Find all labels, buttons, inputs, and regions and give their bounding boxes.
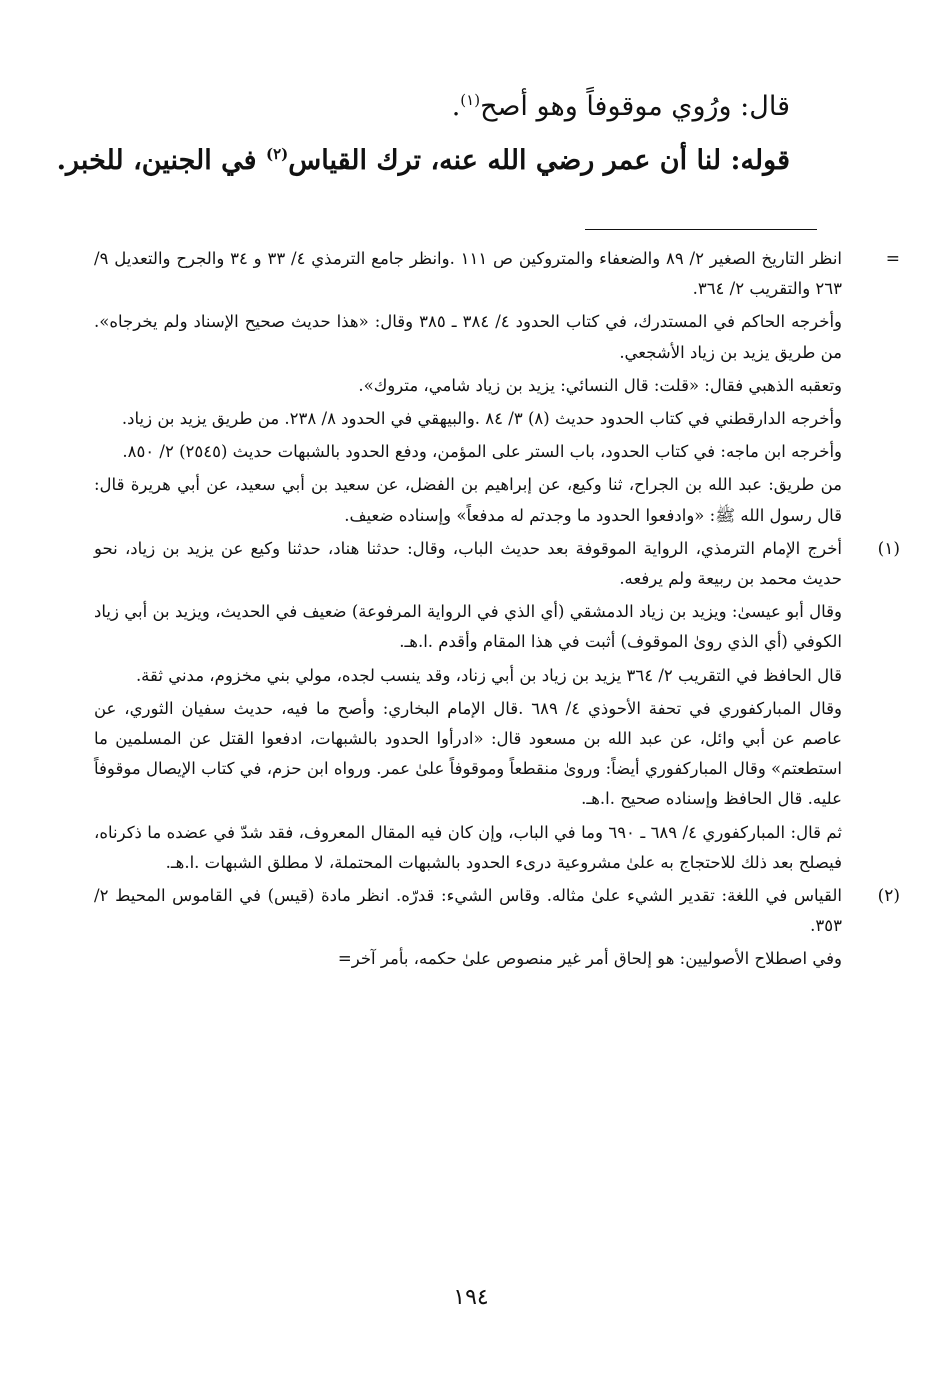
main-line-1-text: قال: ورُوي موقوفاً وهو أصح	[480, 91, 790, 122]
main-text	[56, 91, 790, 200]
footnote-marker: (١)	[877, 538, 900, 559]
footnote-paragraph: وفي اصطلاح الأصوليين: هو إلحاق أمر غير منصوص علىٰ حكمه، بأمر آخر=	[337, 949, 842, 969]
footnotes	[94, 244, 900, 978]
footnote-paragraph: وأخرجه ابن ماجه: في كتاب الحدود، باب الستر على المؤمن، ودفع الحدود بالشبهات حديث (٢٥٤٥) ٢/ ٨٥٠.	[122, 442, 842, 462]
footnote-1	[94, 534, 900, 878]
footnote-paragraph: وتعقبه الذهبي فقال: «قلت: قال النسائي: يزيد بن زياد شامي، متروك».	[358, 375, 842, 395]
footnote-paragraph: ثم قال: المباركفوري ٤/ ٦٨٩ ـ ٦٩٠ وما في الباب، وإن كان فيه المقال المعروف، فقد شدّ في عضده ما ذكرناه، فيصلح بعد ذلك للاحتجاج به علىٰ مشروعية درىء الحدود بالشبهات المحتملة، لا مطلق الشبهات .ا.هـ.	[94, 822, 842, 872]
main-line-2	[56, 145, 790, 176]
footnote-ref-2[interactable]: (٢)	[266, 145, 289, 163]
main-line-2-text-a: قوله: لنا أن عمر رضي الله عنه، ترك القياس	[288, 145, 790, 176]
footnote-paragraph: قال الحافظ في التقريب ٢/ ٣٦٤ يزيد بن زياد بن أبي زناد، وقد ينسب لجده، مولي بني مخزوم، مدني ثقة.	[135, 665, 842, 685]
main-line-1	[140, 92, 790, 122]
main-line-2-text-b: في الجنين، للخبر.	[56, 145, 266, 176]
footnote-paragraph: أخرج الإمام الترمذي، الرواية الموقوفة بعد حديث الباب، وقال: حدثنا هناد، حدثنا وكيع عن يزيد بن زياد، نحو حديث محمد بن ربيعة ولم يرفعه.	[94, 538, 842, 589]
footnote-paragraph: من طريق: عبد الله بن الجراح، ثنا وكيع، عن إبراهيم بن الفضل، عن سعيد بن أبي سعيد، عن أبي هريرة قال: قال رسول الله ﷺ: «وادفعوا الحدود ما وجدتم له مدفعاً» وإسناده ضعيف.	[94, 475, 842, 525]
footnote-marker: =	[885, 249, 900, 269]
footnote-continued	[94, 244, 900, 531]
footnote-paragraph: انظر التاريخ الصغير ٢/ ٨٩ والضعفاء والمتروكين ص ١١١ .وانظر جامع الترمذي ٤/ ٣٣ و ٣٤ والجرح والتعديل ٩/ ٢٦٣ والتقريب ٢/ ٣٦٤.	[94, 249, 842, 299]
footnote-separator	[585, 229, 817, 230]
footnote-paragraph: وقال أبو عيسىٰ: ويزيد بن زياد الدمشقي (أي الذي في الرواية المرفوعة) ضعيف في الحديث، ويزيد بن أبي زياد الكوفي (أي الذي روىٰ الموقوف) أثبت في هذا المقام وأقدم .ا.هـ.	[94, 602, 842, 652]
footnote-marker: (٢)	[877, 886, 900, 907]
footnote-paragraph: وأخرجه الدارقطني في كتاب الحدود حديث (٨) ٣/ ٨٤ .والبيهقي في الحدود ٨/ ٢٣٨. من طريق يزيد بن زياد.	[121, 409, 842, 429]
main-line-1-end: .	[451, 91, 461, 122]
footnote-paragraph: القياس في اللغة: تقدير الشيء علىٰ مثاله. وقاس الشيء: قدرّه. انظر مادة (قيس) في القاموس المحيط ٢/ ٣٥٣.	[94, 886, 842, 936]
footnote-2	[94, 881, 900, 975]
footnote-paragraph: وأخرجه الحاكم في المستدرك، في كتاب الحدود ٤/ ٣٨٤ ـ ٣٨٥ وقال: «هذا حديث صحيح الإسناد ولم يخرجاه». من طريق يزيد بن زياد الأشجعي.	[94, 312, 842, 362]
page-number: ١٩٤	[453, 1285, 489, 1310]
footnote-paragraph: وقال المباركفوري في تحفة الأحوذي ٤/ ٦٨٩ .قال الإمام البخاري: وأصح ما فيه، حديث سفيان الثوري، عن عاصم عن أبي وائل، عن عبد الله بن مسعود قال: «ادرأوا الحدود بالشبهات، ادفعوا القتل عن المسلمين ما استطعتم» وقال المباركفوري أيضاً: وروىٰ منقطعاً وموقوفاً علىٰ عمر. ورواه ابن حزم، في كتاب الإيصال موقوفاً عليه. قال الحافظ وإسناده صحيح .ا.هـ.	[94, 698, 843, 809]
footnote-ref-1[interactable]: (١)	[460, 91, 481, 109]
